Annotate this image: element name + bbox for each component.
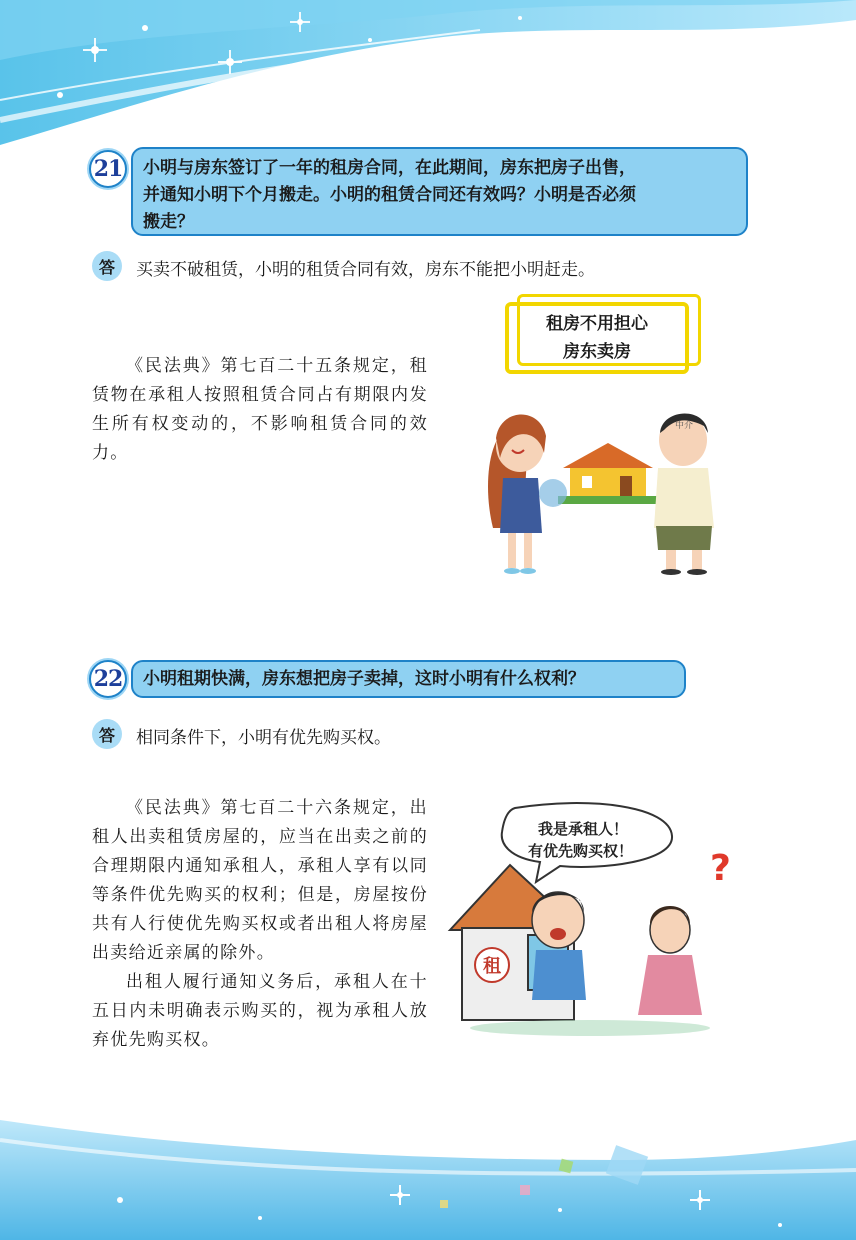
question-number-22: 22 [89,660,127,698]
answer-badge-21: 答 [92,251,122,281]
answer-21: 买卖不破租赁，小明的租赁合同有效，房东不能把小明赶走。 [136,260,595,280]
landlord-sells-house-illustration [478,398,738,578]
bottom-wave-banner [0,1100,856,1240]
house-sign: 租 [483,956,501,977]
law-text-21 [92,352,428,468]
question-21-line: 小明与房东签订了一年的租房合同，在此期间，房东把房子出售， [143,158,636,178]
speech-line: 我是承租人！ [538,820,629,838]
shirt-text: 中介 [675,421,694,431]
law-paragraph: 《民法典》第七百二十五条规定，租赁物在承租人按照租赁合同占有期限内发生所有权变动的，不影响租赁合同的效力。 [92,356,428,463]
question-22-text: 小明租期快满，房东想把房子卖掉，这时小明有什么权利？ [143,669,585,689]
question-mark: ? [710,848,731,889]
question-21-line: 搬走？ [143,212,194,232]
question-number-21: 21 [89,150,127,188]
answer-badge-22: 答 [92,719,122,749]
answer-22: 相同条件下，小明有优先购买权。 [136,728,391,748]
question-22-box [131,660,686,698]
caption-line: 房东卖房 [563,342,631,362]
top-wave-banner [0,0,856,145]
law-paragraph: 出租人履行通知义务后，承租人在十五日内未明确表示购买的，视为承租人放弃优先购买权。 [92,972,428,1050]
law-paragraph: 《民法典》第七百二十六条规定，出租人出卖租赁房屋的，应当在出卖之前的合理期限内通知承租人，承租人享有以同等条件优先购买的权利；但是，房屋按份共有人行使优先购买权或者出租人将房屋出卖给近亲属的除外。 [92,798,428,963]
speech-line: 有优先购买权！ [528,842,634,860]
question-21-line: 并通知小明下个月搬走。小明的租赁合同还有效吗？小明是否必须 [143,185,636,205]
tenant-priority-illustration [440,800,750,1040]
question-21-box [131,147,748,236]
law-text-22 [92,794,428,1055]
illustration-caption-21 [505,302,689,374]
caption-line: 租房不用担心 [546,314,648,334]
